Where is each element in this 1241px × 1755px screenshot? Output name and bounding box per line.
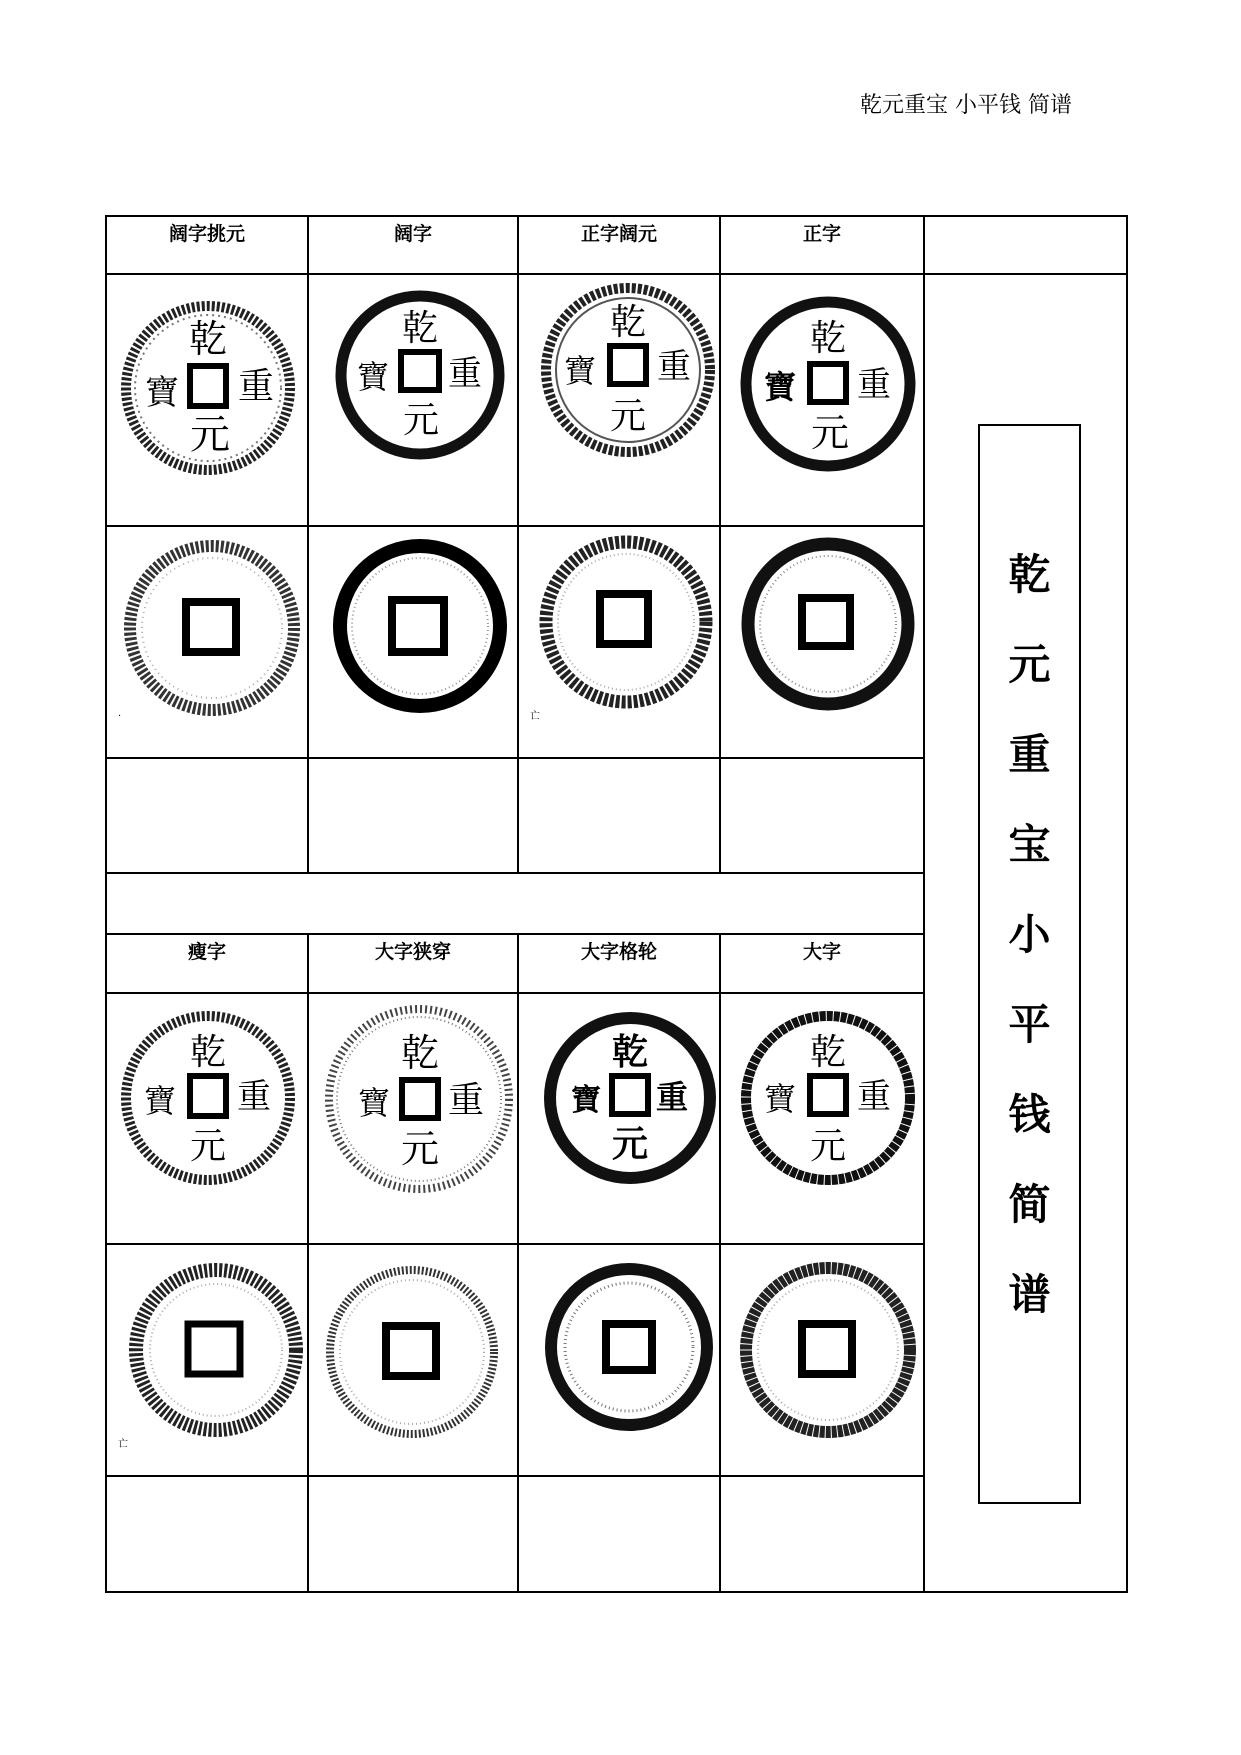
label-zhengzi-kuoyuan: 正字阔元: [580, 223, 657, 245]
coin-reverse-5: [128, 1262, 304, 1438]
vertical-title-char: 平: [1008, 1000, 1051, 1049]
svg-text:重: 重: [447, 1080, 485, 1121]
svg-text:重: 重: [857, 365, 891, 405]
coin-reverse-2: [332, 538, 508, 714]
svg-text:寶: 寶: [357, 1084, 391, 1122]
coin-reverse-8: [740, 1262, 916, 1438]
scan-mark: ·: [118, 711, 122, 722]
svg-text:元: 元: [190, 412, 230, 458]
label-shouzi: 瘦字: [187, 941, 226, 963]
vertical-title-char: 简: [1008, 1180, 1051, 1229]
svg-text:元: 元: [189, 1126, 227, 1167]
coin-obverse-2: [335, 290, 505, 460]
svg-text:寶: 寶: [143, 1082, 177, 1120]
coin-obverse-3: [540, 282, 716, 458]
label-dazi-xiachuan: 大字狭穿: [374, 941, 451, 963]
svg-text:寶: 寶: [356, 358, 390, 396]
coin-reverse-3: [538, 534, 714, 710]
label-kuozi-tiaoyuan: 阔字挑元: [168, 223, 245, 245]
svg-text:乾: 乾: [188, 317, 228, 361]
svg-text:元: 元: [609, 396, 647, 437]
scan-mark: 亡: [118, 1439, 128, 1450]
svg-text:寶: 寶: [563, 352, 597, 390]
svg-text:寶: 寶: [763, 1080, 797, 1118]
coin-obverse-6: [322, 1002, 516, 1196]
svg-text:乾: 乾: [809, 1032, 847, 1073]
svg-text:元: 元: [611, 1123, 649, 1165]
svg-text:寶: 寶: [571, 1083, 601, 1118]
svg-text:重: 重: [857, 1077, 891, 1117]
coin-obverse-1: [120, 300, 296, 476]
coin-obverse-5: [120, 1010, 296, 1186]
label-dazi: 大字: [802, 941, 841, 963]
vertical-title-box: [978, 424, 1081, 1504]
svg-text:元: 元: [809, 1126, 847, 1167]
svg-text:乾: 乾: [401, 308, 439, 349]
svg-text:重: 重: [657, 347, 691, 387]
vertical-title-char: 小: [1008, 910, 1051, 959]
coin-reverse-1: [124, 540, 300, 716]
svg-text:寶: 寶: [145, 373, 179, 413]
svg-text:乾: 乾: [611, 1031, 649, 1073]
svg-text:元: 元: [400, 1127, 440, 1171]
coin-reverse-7: [544, 1262, 714, 1432]
label-kuozi: 阔字: [393, 223, 432, 245]
svg-text:元: 元: [402, 400, 440, 441]
coin-obverse-8: [740, 1010, 916, 1186]
svg-text:乾: 乾: [809, 318, 847, 359]
svg-text:重: 重: [448, 354, 482, 394]
coin-obverse-7: [542, 1010, 718, 1186]
vertical-title-char: 元: [1008, 640, 1051, 689]
svg-text:重: 重: [655, 1078, 689, 1116]
svg-text:乾: 乾: [609, 302, 647, 343]
svg-text:乾: 乾: [400, 1031, 440, 1075]
vertical-title-char: 重: [1008, 730, 1051, 779]
svg-text:重: 重: [237, 366, 275, 407]
coin-reverse-4: [740, 536, 916, 712]
svg-text:重: 重: [237, 1077, 271, 1117]
svg-text:寶: 寶: [763, 368, 797, 406]
svg-text:元: 元: [810, 411, 850, 455]
coin-obverse-4: [740, 296, 916, 472]
label-zhengzi: 正字: [802, 223, 841, 245]
page-header: 乾元重宝 小平钱 简谱: [860, 93, 1072, 118]
label-dazi-gelun: 大字格轮: [580, 941, 657, 963]
vertical-title-char: 钱: [1008, 1090, 1051, 1139]
vertical-title-char: 谱: [1008, 1270, 1051, 1319]
scan-mark: 亡: [530, 711, 540, 722]
vertical-title-char: 宝: [1008, 820, 1051, 869]
vertical-title-char: 乾: [1008, 550, 1051, 599]
svg-text:乾: 乾: [189, 1032, 227, 1073]
coin-reverse-6: [324, 1264, 500, 1440]
